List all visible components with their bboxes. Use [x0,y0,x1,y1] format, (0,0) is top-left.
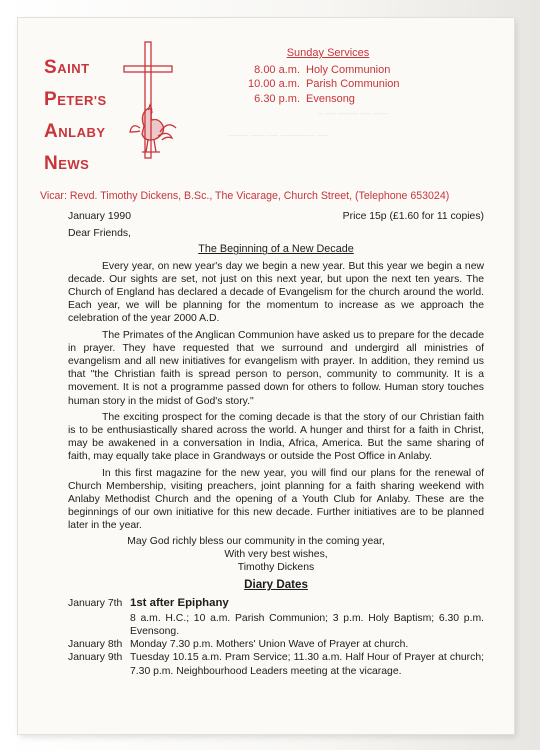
diary-title: Diary Dates [244,578,308,592]
diary-date: January 8th [68,639,123,651]
service-row: 8.00 a.m. Holy Communion [254,63,391,76]
newsletter-page [18,18,514,734]
cross-and-cockerel-icon [114,38,184,158]
show-through-text: ‒‒‒‒ ‒‒‒ ‒‒ ‒‒‒‒‒‒‒ ‒‒ [228,130,329,140]
closing-line: May God richly bless our community in the coming year, [127,535,385,547]
sunday-services [228,46,428,106]
diary-date: January 7th [68,598,123,610]
letter-paragraph: The Primates of the Anglican Communion have asked us to prepare for the decade in prayer. They have requested that we surround and undergird all ministries of evangelism and all new initiatives for evangelism with prayer. In addition, they remind us that "the Christian faith is spread person to person, community to community. It is a movement. It is not a programme passed down for others to follow. Human story touches human story in the midst of God's story." [68,329,484,407]
issue-date: January 1990 [68,211,131,222]
vicar-line: Vicar: Revd. Timothy Dickens, B.Sc., The Vicarage, Church Street, (Telephone 653024) [40,190,450,202]
letter-closing [68,535,484,575]
letter-paragraph: The exciting prospect for the coming decade is that the story of our Christian faith is to be enthusiastically shared across the world. A hunger and thirst for a faith in Christ, may be awakened in a conversation in India, Africa, America. But the same sharing of faith, may equally take place in Grandways or outside the Post Office in Anlaby. [68,411,484,463]
issue-row [68,210,484,223]
diary-text: Tuesday 10.15 a.m. Pram Service; 11.30 a.m. Half Hour of Prayer at church; 7.30 p.m. Neighbourhood Leaders meeting at the vicarage. [130,652,484,677]
salutation: Dear Friends, [68,228,131,240]
diary-entry [68,638,484,651]
diary-entry [68,597,484,638]
diary-text: 8 a.m. H.C.; 10 a.m. Parish Communion; 3 p.m. Holy Baptism; 6.30 p.m. Evensong. [130,612,484,637]
closing-line: With very best wishes, [224,548,328,560]
service-row: 6.30 p.m. Evensong [254,92,355,105]
signature-name: Timothy Dickens [237,562,315,574]
letter-heading: The Beginning of a New Decade [198,243,354,256]
diary-text: Monday 7.30 p.m. Mothers' Union Wave of Prayer at church. [130,639,409,651]
service-row: 10.00 a.m. Parish Communion [248,78,400,90]
diary-entry [68,651,484,677]
masthead-line-3: ANLABY [44,121,106,142]
masthead-line-1: SAINT [44,57,90,78]
letter-body [68,210,484,678]
masthead-line-2: PETER'S [44,89,107,110]
issue-price: Price 15p (£1.60 for 11 copies) [342,211,484,222]
diary-date: January 9th [68,652,123,664]
masthead-line-4: NEWS [44,153,90,174]
diary-subtitle: 1st after Epiphany [130,597,229,610]
letter-paragraph: In this first magazine for the new year, you will find our plans for the renewal of Church Membership, visiting preachers, joint planning for a faith sharing weekend with Anlaby Methodist Church and the opening of a Youth Club for Anlaby. These are the beginnings of our own initiative for this new decade. Further initiatives are to be planned later in the year. [68,467,484,532]
letter-paragraph: Every year, on new year's day we begin a new year. But this year we begin a new decade. Our sights are set, not just on this next year, but upon the next ten years. The Church of England has declared a decade of Evangelism for the church around the world. Each year, we will be planning for the momentum to increase as we approach the celebration of the year 2000 A.D. [68,260,484,325]
show-through-text: ‒ ‒‒ ‒‒‒‒ ‒‒ ‒‒‒ [318,108,389,118]
services-title: Sunday Services [286,47,370,59]
